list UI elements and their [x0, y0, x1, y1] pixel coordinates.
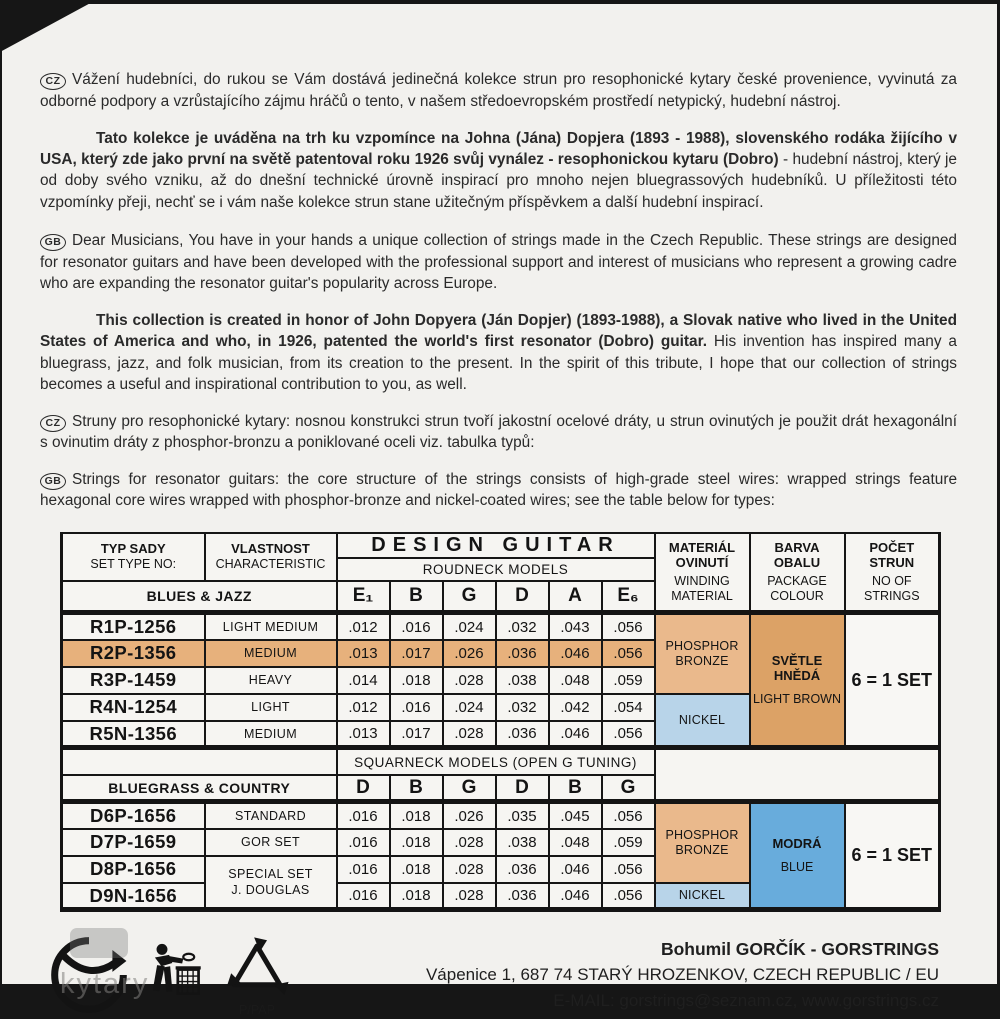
scan-corner-shadow [0, 0, 96, 52]
gauge-cell: .018 [390, 883, 443, 910]
header-roundneck-models: ROUDNECK MODELS [337, 558, 655, 581]
characteristic-cell: STANDARD [205, 802, 337, 829]
gauge-cell: .024 [443, 694, 496, 721]
header-label: PACKAGE [767, 573, 827, 588]
watermark-text: kytary [60, 968, 150, 1001]
header-label: STRUN [869, 555, 915, 571]
paragraph-text: Vážení hudebníci, do rukou se Vám dostává jedinečná kolekce strun pro resophonické kytary české provenience, vyvinutá za odborné podpory a vzrůstajícího zájmu hráčů o tento, v našem středoevropském prostředí netypický, hudební nástroj. [40, 71, 957, 110]
set-count-cell: 6 = 1 SET [845, 802, 940, 910]
header-label: MATERIÁL [668, 539, 736, 555]
note-header: G [443, 775, 496, 802]
section-blues-jazz: BLUES & JAZZ [62, 581, 337, 613]
paragraph-text-bold: This collection is created in honor of John Dopyera (Ján Dopjer) (1893-1988), a Slovak native who lived in the United States of America and who, in 1926, patented the world's first resonator (Dobro) guitar. [40, 311, 957, 351]
paragraph-text: His invention has inspired many a bluegrass, jazz, and folk musician, from its creation to the present. In the spirit of this tribute, I hope that our collection of strings becomes a useful and inspirational contribution to you, as well. [40, 333, 957, 394]
gauge-cell: .018 [390, 829, 443, 856]
gb-language-badge: GB [40, 473, 66, 490]
winding-nickel-cell: NICKEL [655, 694, 750, 748]
package-colour-label: LIGHT BROWN [753, 692, 841, 707]
note-header: D [337, 775, 390, 802]
header-squareneck-models: SQUARNECK MODELS (OPEN G TUNING) [337, 748, 655, 775]
gauge-cell: .042 [549, 694, 602, 721]
characteristic-cell: LIGHT MEDIUM [205, 613, 337, 640]
set-type-cell: D9N-1656 [62, 883, 205, 910]
contact-block [426, 936, 957, 1014]
gauge-cell: .036 [496, 640, 549, 667]
string-spec-table [60, 532, 941, 913]
gauge-cell: .046 [549, 856, 602, 883]
note-header: D [496, 581, 549, 613]
gauge-cell: .046 [549, 883, 602, 910]
set-type-cell: R4N-1254 [62, 694, 205, 721]
package-colour-label: SVĚTLE HNĚDÁ [771, 653, 823, 684]
empty-cell [655, 748, 940, 802]
header-label: WINDING [674, 573, 730, 588]
cz-language-badge: CZ [40, 73, 66, 90]
header-label: OBALU [773, 555, 821, 571]
paragraph [40, 128, 957, 214]
company-name: Bohumil GORČÍK - GORSTRINGS [660, 939, 939, 960]
winding-nickel-cell: NICKEL [655, 883, 750, 910]
section-bluegrass-country: BLUEGRASS & COUNTRY [62, 775, 337, 802]
paragraph-text-bold: Tato kolekce je uváděna na trh ku vzpomínce na Johna (Jána) Dopjera (1893 - 1988), slovenského rodáka žijícího v USA, který zde jako první na světě patentoval roku 1926 svůj vynález - resophonickou kytaru (Dobro) [40, 129, 957, 168]
paragraph-text: Strings for resonator guitars: the core structure of the strings consists of high-grade steel wires: wrapped strings feature hexagonal core wires wrapped with phosphor-bronze and nickel-coated wires; see the table below for types: [40, 471, 957, 510]
note-header: B [549, 775, 602, 802]
header-label: VLASTNOST [231, 541, 310, 557]
set-type-cell: D8P-1656 [62, 856, 205, 883]
gauge-cell: .046 [549, 640, 602, 667]
characteristic-cell: LIGHT [205, 694, 337, 721]
ppap-material-code: P/PAP [239, 1003, 275, 1018]
gauge-cell: .038 [496, 667, 549, 694]
paragraph-text: - hudební nástroj, který je od doby svého vzniku, až do dnešní technické úrovně inspirací pro mnoho nejen bluegrassových hudebníků. U příležitosti této vzpomínky přeji, nechť se i vám naše kolekce strun stane užitečným příspěvkem a další hudební inspirací. [40, 151, 957, 211]
gauge-cell: .016 [390, 694, 443, 721]
gauge-cell: .046 [549, 721, 602, 748]
table-row [62, 748, 940, 775]
header-set-type [62, 533, 205, 581]
header-label: BARVA [774, 539, 820, 555]
table-row [62, 802, 940, 829]
empty-cell [62, 748, 337, 775]
intro-gb-1 [40, 230, 957, 395]
company-address: Vápenice 1, 687 74 STARÝ HROZENKOV, CZECH REPUBLIC / EU [425, 965, 939, 985]
note-header: B [390, 581, 443, 613]
package-colour-label: MODRÁ [772, 836, 822, 852]
gauge-cell: .026 [443, 802, 496, 829]
watermark-blob [70, 928, 128, 958]
gauge-cell: .035 [496, 802, 549, 829]
gauge-cell: .056 [602, 640, 655, 667]
gauge-cell: .028 [443, 721, 496, 748]
gauge-cell: .028 [443, 829, 496, 856]
header-label: CHARACTERISTIC [215, 556, 326, 571]
gauge-cell: .018 [390, 667, 443, 694]
gauge-cell: .036 [496, 856, 549, 883]
gauge-cell: .038 [496, 829, 549, 856]
note-header: G [602, 775, 655, 802]
package-colour-light-brown-cell [750, 613, 845, 748]
set-type-cell: D6P-1656 [62, 802, 205, 829]
gauge-cell: .028 [443, 883, 496, 910]
gauge-cell: .056 [602, 883, 655, 910]
gauge-cell: .056 [602, 721, 655, 748]
gauge-cell: .059 [602, 829, 655, 856]
gauge-cell: .054 [602, 694, 655, 721]
header-label: POČET [869, 539, 915, 555]
set-type-cell: R5N-1356 [62, 721, 205, 748]
gauge-cell: .036 [496, 721, 549, 748]
gauge-cell: .032 [496, 613, 549, 640]
table-row [62, 613, 940, 640]
characteristic-cell: MEDIUM [205, 721, 337, 748]
gauge-cell: .028 [443, 856, 496, 883]
intro-cz-1 [40, 69, 957, 213]
gauge-cell: .018 [390, 856, 443, 883]
paragraph-text: Struny pro resophonické kytary: nosnou konstrukci strun tvoří jakostní ocelové dráty, u strun ovinutých je použit drát hexagonální s ovinutim dráty z phosphor-bronzu a poniklované oceli viz. tabulka typů: [40, 412, 957, 452]
package-colour-blue-cell [750, 802, 845, 910]
gauge-cell: .012 [337, 613, 390, 640]
intro-cz-2 [40, 411, 957, 454]
set-type-cell: R2P-1356 [62, 640, 205, 667]
gauge-cell: .017 [390, 721, 443, 748]
gauge-cell: .016 [337, 829, 390, 856]
set-type-cell: R1P-1256 [62, 613, 205, 640]
header-string-count [845, 533, 940, 613]
company-email-web: E-MAIL: gorstrings@seznam.cz, www.gorstrings.cz [553, 991, 939, 1011]
intro-gb-2 [40, 469, 957, 512]
gauge-cell: .016 [337, 802, 390, 829]
gauge-cell: .012 [337, 694, 390, 721]
note-header: A [549, 581, 602, 613]
gauge-cell: .036 [496, 883, 549, 910]
gauge-cell: .016 [337, 856, 390, 883]
header-package-colour [750, 533, 845, 613]
header-label: NO OF [871, 573, 912, 588]
gb-language-badge: GB [40, 234, 66, 251]
winding-phosphor-bronze-cell: PHOSPHOR BRONZE [655, 613, 750, 694]
winding-phosphor-bronze-cell: PHOSPHOR BRONZE [655, 802, 750, 883]
header-label: SET TYPE NO: [90, 556, 177, 571]
paragraph [40, 411, 957, 454]
characteristic-cell [205, 856, 337, 910]
gauge-cell: .032 [496, 694, 549, 721]
paragraph [40, 69, 957, 112]
header-characteristic [205, 533, 337, 581]
package-card [2, 4, 997, 1018]
gauge-cell: .056 [602, 613, 655, 640]
table-row [62, 533, 940, 558]
gauge-cell: .013 [337, 721, 390, 748]
gauge-cell: .028 [443, 667, 496, 694]
characteristic-label: SPECIAL SET [228, 867, 313, 882]
gauge-cell: .056 [602, 802, 655, 829]
note-header: D [496, 775, 549, 802]
gauge-cell: .059 [602, 667, 655, 694]
set-count-cell: 6 = 1 SET [845, 613, 940, 748]
gauge-cell: .014 [337, 667, 390, 694]
gauge-cell: .016 [337, 883, 390, 910]
paragraph [40, 469, 957, 512]
cz-language-badge: CZ [40, 415, 66, 432]
characteristic-label: J. DOUGLAS [231, 883, 310, 898]
header-label: STRINGS [863, 589, 920, 604]
gauge-cell: .026 [443, 640, 496, 667]
package-colour-label: BLUE [780, 860, 814, 875]
recycling-icons [50, 936, 294, 1019]
header-label: COLOUR [770, 589, 824, 604]
paragraph-text: Dear Musicians, You have in your hands a unique collection of strings made in the Czech Republic. These strings are designed for resonator guitars and have been developed with the professional support and interest of musicians who represent a growing cadre who are expanding the resonator guitar's popularity across Europe. [40, 232, 957, 293]
tidy-man-icon [144, 936, 204, 1019]
gauge-cell: .024 [443, 613, 496, 640]
characteristic-cell: MEDIUM [205, 640, 337, 667]
gauge-cell: .048 [549, 829, 602, 856]
gauge-cell: .018 [390, 802, 443, 829]
set-type-cell: R3P-1459 [62, 667, 205, 694]
header-label: OVINUTÍ [675, 555, 729, 571]
gauge-cell: .056 [602, 856, 655, 883]
paragraph [40, 230, 957, 294]
recycling-mobius-icon [220, 936, 294, 1017]
paragraph [40, 310, 957, 396]
note-header: G [443, 581, 496, 613]
characteristic-cell: HEAVY [205, 667, 337, 694]
note-header: E₆ [602, 581, 655, 613]
gauge-cell: .043 [549, 613, 602, 640]
note-header: E₁ [337, 581, 390, 613]
set-type-cell: D7P-1659 [62, 829, 205, 856]
header-design-guitar: DESIGN GUITAR [337, 533, 655, 558]
note-header: B [390, 775, 443, 802]
footer [50, 936, 957, 1019]
header-winding-material [655, 533, 750, 613]
gauge-cell: .045 [549, 802, 602, 829]
header-label: TYP SADY [100, 541, 166, 557]
gauge-cell: .017 [390, 640, 443, 667]
gauge-cell: .016 [390, 613, 443, 640]
header-label: MATERIAL [671, 589, 733, 604]
gauge-cell: .048 [549, 667, 602, 694]
gauge-cell: .013 [337, 640, 390, 667]
characteristic-cell: GOR SET [205, 829, 337, 856]
